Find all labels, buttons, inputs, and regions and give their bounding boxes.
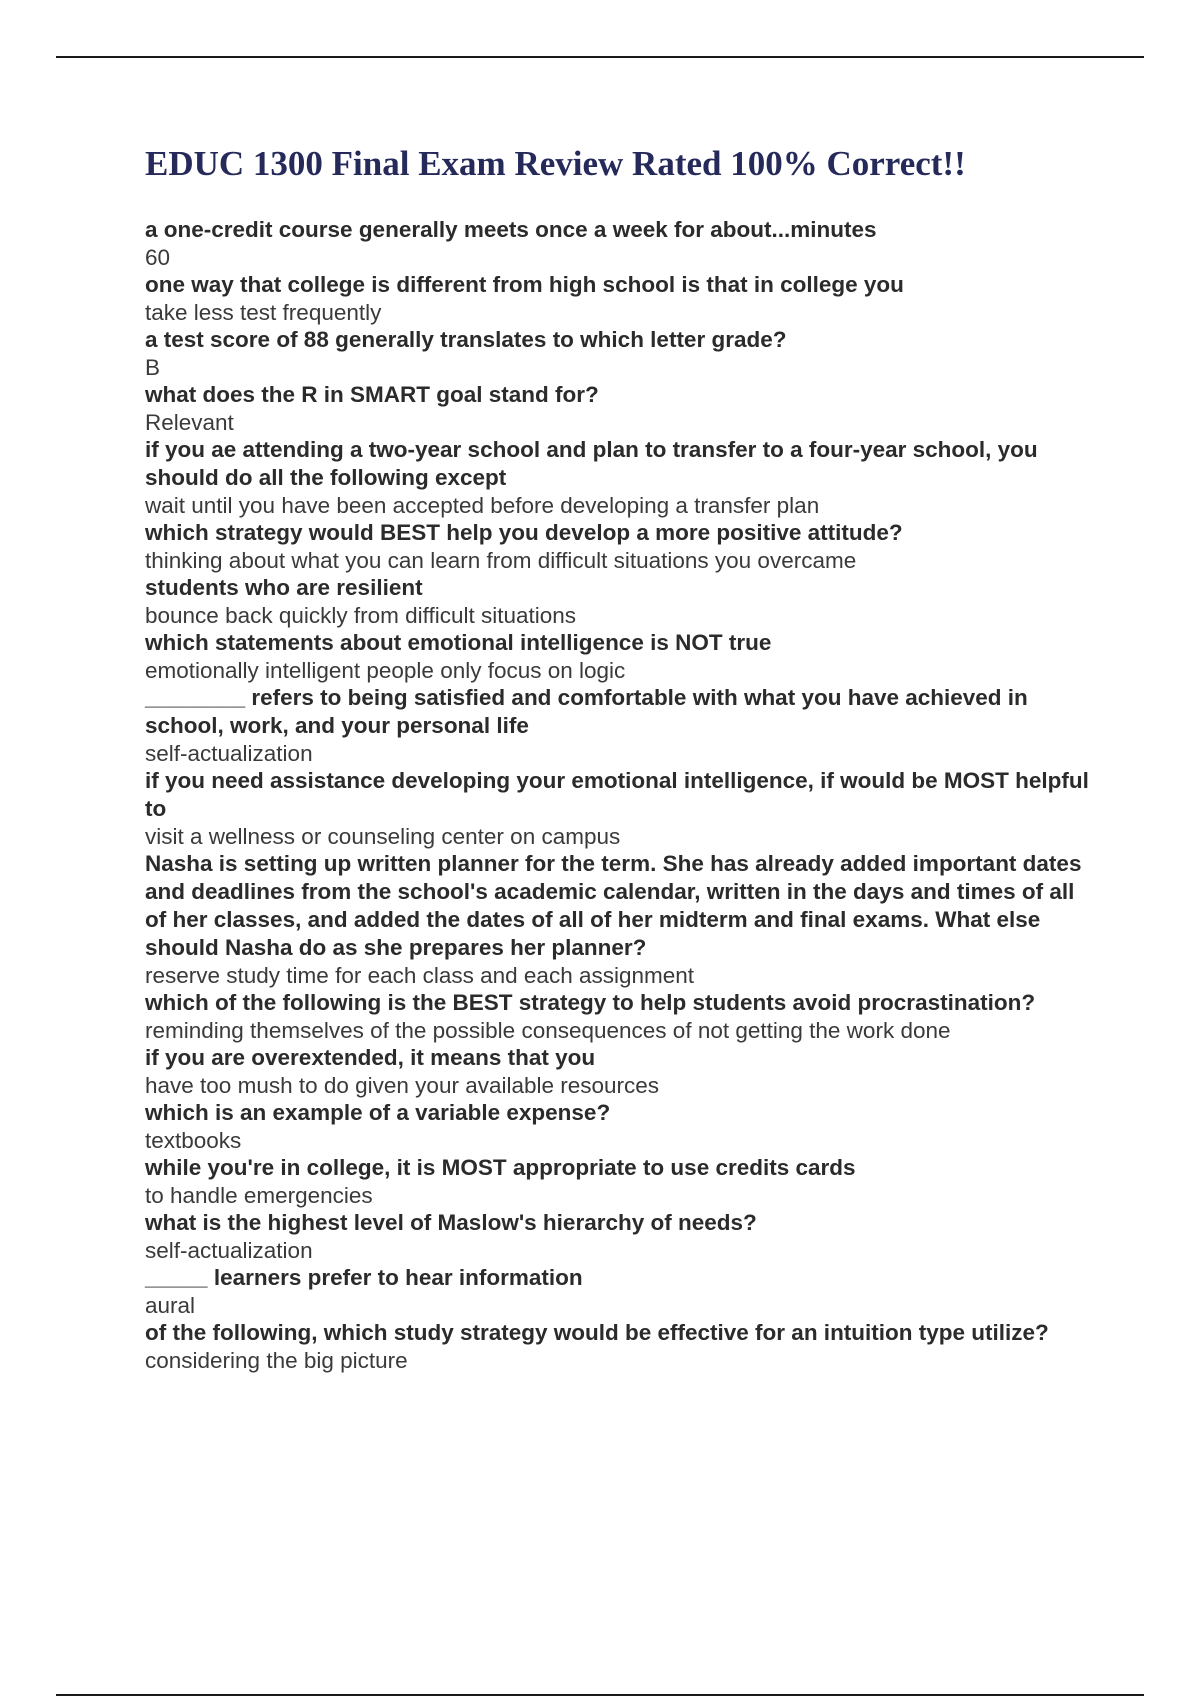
answer-text: aural <box>145 1293 196 1318</box>
answer-text: reminding themselves of the possible consequences of not getting the work done <box>145 1018 951 1043</box>
question-text: what is the highest level of Maslow's hierarchy of needs? <box>145 1210 757 1235</box>
qa-item <box>145 1044 1090 1099</box>
question-text: Nasha is setting up written planner for the term. She has already added important dates and deadlines from the school's academic calendar, written in the days and times of all of her classes, and added the dates of all of her midterm and final exams. What else should Nasha do as she prepares her planner? <box>145 851 1082 960</box>
top-rule <box>56 56 1144 58</box>
answer-text: 60 <box>145 245 171 270</box>
qa-item <box>145 1099 1090 1154</box>
qa-item <box>145 1209 1090 1264</box>
qa-item <box>145 629 1090 684</box>
answer-text: visit a wellness or counseling center on campus <box>145 824 621 849</box>
answer-text: have too mush to do given your available resources <box>145 1073 660 1098</box>
question-text: which statements about emotional intelligence is NOT true <box>145 630 772 655</box>
question-text: which strategy would BEST help you develop a more positive attitude? <box>145 520 903 545</box>
qa-item <box>145 436 1090 519</box>
answer-text: Relevant <box>145 410 234 435</box>
question-text: while you're in college, it is MOST appropriate to use credits cards <box>145 1155 856 1180</box>
question-text: if you ae attending a two-year school and plan to transfer to a four-year school, you should do all the following except <box>145 437 1038 490</box>
qa-item <box>145 326 1090 381</box>
answer-text: textbooks <box>145 1128 242 1153</box>
qa-item <box>145 519 1090 574</box>
qa-item <box>145 989 1090 1044</box>
question-text: if you are overextended, it means that you <box>145 1045 596 1070</box>
qa-item <box>145 1319 1090 1374</box>
question-text: which of the following is the BEST strategy to help students avoid procrastination? <box>145 990 1036 1015</box>
qa-item <box>145 1264 1090 1319</box>
qa-list <box>145 216 1090 1374</box>
question-text: a one-credit course generally meets once a week for about...minutes <box>145 217 877 242</box>
answer-text: thinking about what you can learn from difficult situations you overcame <box>145 548 857 573</box>
answer-text: considering the big picture <box>145 1348 408 1373</box>
qa-item <box>145 216 1090 271</box>
answer-text: to handle emergencies <box>145 1183 373 1208</box>
qa-item <box>145 767 1090 850</box>
answer-text: take less test frequently <box>145 300 382 325</box>
qa-item <box>145 1154 1090 1209</box>
qa-item <box>145 850 1090 989</box>
qa-item <box>145 381 1090 436</box>
question-text: students who are resilient <box>145 575 423 600</box>
answer-text: self-actualization <box>145 741 313 766</box>
answer-text: reserve study time for each class and each assignment <box>145 963 695 988</box>
qa-item <box>145 574 1090 629</box>
question-text: what does the R in SMART goal stand for? <box>145 382 599 407</box>
question-text: if you need assistance developing your emotional intelligence, if would be MOST helpful to <box>145 768 1089 821</box>
question-text: of the following, which study strategy would be effective for an intuition type utilize? <box>145 1320 1049 1345</box>
document-title: EDUC 1300 Final Exam Review Rated 100% Correct!! <box>145 144 966 183</box>
question-text: which is an example of a variable expense? <box>145 1100 611 1125</box>
answer-text: self-actualization <box>145 1238 313 1263</box>
question-text: ________ refers to being satisfied and comfortable with what you have achieved in school, work, and your personal life <box>145 685 1028 738</box>
question-text: a test score of 88 generally translates to which letter grade? <box>145 327 787 352</box>
document-body <box>145 140 1090 1374</box>
answer-text: bounce back quickly from difficult situations <box>145 603 577 628</box>
answer-text: B <box>145 355 161 380</box>
qa-item <box>145 271 1090 326</box>
bottom-rule <box>56 1694 1144 1696</box>
qa-item <box>145 684 1090 767</box>
answer-text: wait until you have been accepted before developing a transfer plan <box>145 493 820 518</box>
question-text: one way that college is different from high school is that in college you <box>145 272 904 297</box>
answer-text: emotionally intelligent people only focus on logic <box>145 658 626 683</box>
question-text: _____ learners prefer to hear information <box>145 1265 583 1290</box>
